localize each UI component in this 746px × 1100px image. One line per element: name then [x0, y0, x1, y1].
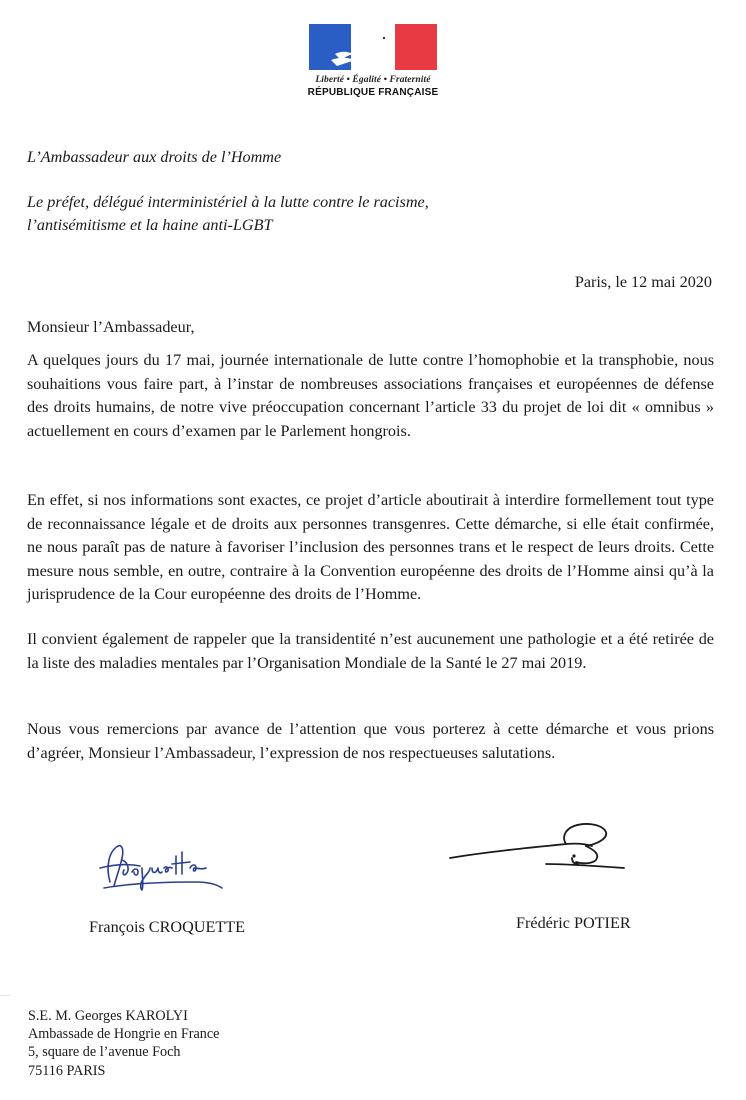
sender-prefect-line-2: l’antisémitisme et la haine anti-LGBT: [27, 216, 273, 234]
body-paragraph: A quelques jours du 17 mai, journée internationale de lutte contre l’homophobie et la transphobie, nous souhaitions vous faire part, à l’instar de nombreuses associations françaises et européennes de défense des droits humains, de notre vive préoccupation concernant l’article 33 du projet de loi dit « omnibus » actuellement en cours d’examen par le Parlement hongrois.: [27, 351, 714, 440]
salutation: Monsieur l’Ambassadeur,: [27, 318, 195, 336]
signatory-potier-name: Frédéric POTIER: [516, 914, 631, 932]
sender-ambassador: L’Ambassadeur aux droits de l’Homme: [27, 148, 282, 166]
body-paragraph: Il convient également de rappeler que la transidentité n’est aucunement une pathologie et a été retirée de la liste des maladies mentales par l’Organisation Mondiale de la Santé le 27 mai 2019.: [27, 630, 714, 672]
marianne-logo-icon: [309, 24, 437, 70]
letter-date: Paris, le 12 mai 2020: [574, 273, 712, 291]
signature-croquette: [96, 838, 231, 896]
fold-mark: [0, 995, 10, 996]
recipient-embassy: Ambassade de Hongrie en France: [28, 1026, 220, 1043]
signature-potier: [446, 818, 636, 882]
body-paragraph: En effet, si nos informations sont exactes, ce projet d’article aboutirait à interdire formellement tout type de reconnaissance légale et de droits aux personnes transgenres. Cette démarche, si elle était confirmée, ne nous paraît pas de nature à favoriser l’inclusion des personnes trans et le respect de leurs droits. Cette mesure nous semble, en outre, contraire à la Convention européenne des droits de l’Homme ainsi qu’à la jurisprudence de la Cour européenne des droits de l’Homme.: [27, 491, 714, 604]
recipient-name: S.E. M. Georges KAROLYI: [28, 1008, 188, 1024]
recipient-street: 5, square de l’avenue Foch: [28, 1044, 181, 1061]
republic-motto: Liberté • Égalité • Fraternité: [315, 75, 431, 85]
recipient-address: [28, 1007, 219, 1080]
recipient-city: 75116 PARIS: [28, 1062, 106, 1079]
signatory-croquette-name: François CROQUETTE: [89, 918, 246, 936]
body-paragraph: Nous vous remercions par avance de l’attention que vous porterez à cette démarche et vous prions d’agréer, Monsieur l’Ambassadeur, l’expression de nos respectueuses salutations.: [27, 720, 714, 762]
letterhead: [300, 24, 446, 98]
sender-prefect-line-1: Le préfet, délégué interministériel à la lutte contre le racisme,: [27, 193, 429, 211]
sender-prefect: [27, 191, 627, 237]
republic-name: RÉPUBLIQUE FRANÇAISE: [307, 87, 439, 98]
